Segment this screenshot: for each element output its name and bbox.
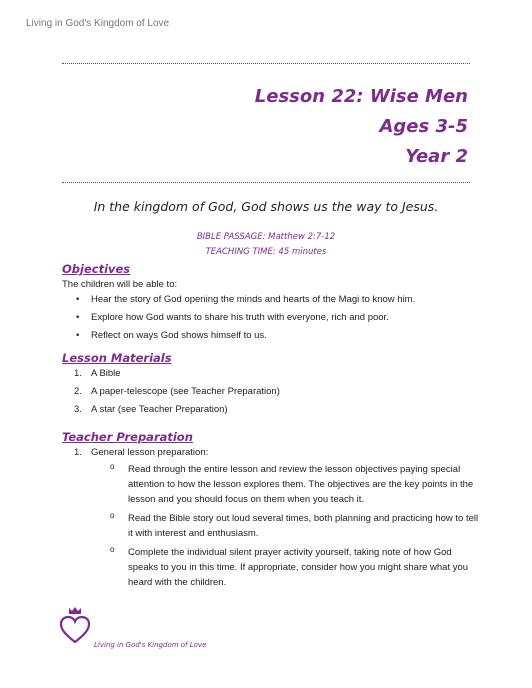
objectives-heading: Objectives <box>62 262 131 276</box>
running-header: Living in God's Kingdom of Love <box>26 18 170 29</box>
bullet-icon: • <box>76 294 80 305</box>
title-block <box>255 88 468 166</box>
year-label: Year 2 <box>405 146 468 167</box>
age-range: Ages 3-5 <box>379 116 468 137</box>
lesson-theme: In the kingdom of God, God shows us the way to Jesus. <box>93 199 439 214</box>
circle-bullet-icon: o <box>110 545 115 554</box>
list-item: • Explore how God wants to share his truth with everyone, rich and poor. <box>76 312 389 323</box>
list-item: • Hear the story of God opening the minds and hearts of the Magi to know him. <box>76 294 416 305</box>
materials-heading: Lesson Materials <box>62 351 172 365</box>
objectives-intro: The children will be able to: <box>62 279 178 290</box>
list-item: o Read the Bible story out loud several times, both planning and practicing how to tell it with interest and enthusiasm. <box>110 511 479 539</box>
crowned-heart-icon <box>58 606 92 646</box>
bullet-icon: • <box>76 330 80 341</box>
materials-list <box>62 367 482 421</box>
list-item: 2. A paper-telescope (see Teacher Preparation) <box>74 386 280 397</box>
list-item: 3. A star (see Teacher Preparation) <box>74 404 228 415</box>
preparation-heading: Teacher Preparation <box>62 430 193 444</box>
lesson-title: Lesson 22: Wise Men <box>254 86 468 107</box>
bullet-icon: • <box>76 312 80 323</box>
top-divider <box>62 63 470 64</box>
list-item: o Complete the individual silent prayer activity yourself, taking note of how God speaks to you in this time. If appropriate, consider how you might share what you heard with the children. <box>110 545 469 588</box>
footer-text: Living in God's Kingdom of Love <box>94 641 207 649</box>
list-item: 1. General lesson preparation: <box>74 447 209 458</box>
bottom-divider <box>62 182 470 183</box>
preparation-sub-list <box>110 462 480 594</box>
list-item: o Read through the entire lesson and review the lesson objectives paying special attention to how the lesson explores them. The objectives are the key points in the lesson and you should focus on them when you teach it. <box>110 462 474 505</box>
circle-bullet-icon: o <box>110 511 115 520</box>
list-item: 1. A Bible <box>74 368 121 379</box>
bible-passage: BIBLE PASSAGE: Matthew 2:7-12 <box>196 232 336 242</box>
objectives-list <box>62 293 482 347</box>
list-item: • Reflect on ways God shows himself to us. <box>76 330 267 341</box>
circle-bullet-icon: o <box>110 462 115 471</box>
teaching-time: TEACHING TIME: 45 minutes <box>205 247 327 257</box>
